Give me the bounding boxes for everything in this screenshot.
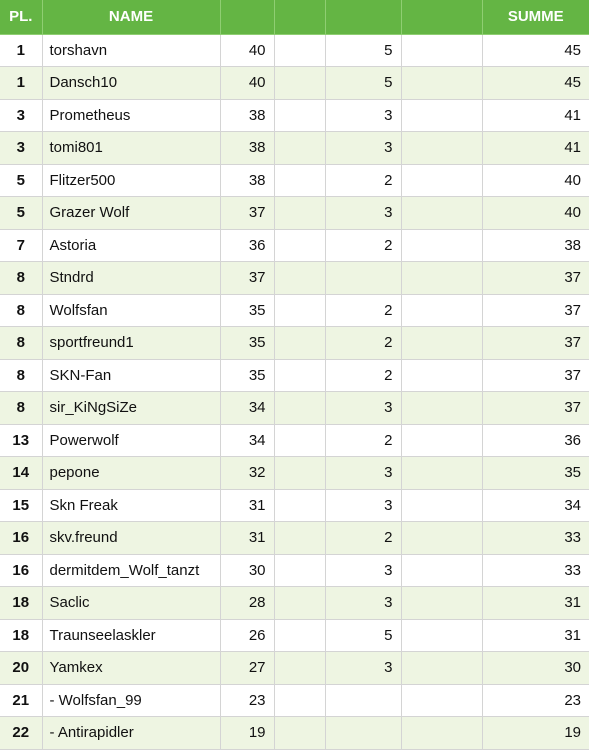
points-cell: 30 [220, 554, 274, 587]
bonus-cell: 3 [325, 99, 401, 132]
player-name-cell: Saclic [42, 587, 220, 620]
extra1-cell [274, 294, 325, 327]
rank-cell: 22 [0, 717, 42, 750]
table-row [0, 489, 589, 522]
bonus-cell [325, 684, 401, 717]
sum-cell: 36 [482, 424, 589, 457]
extra2-cell [401, 229, 482, 262]
points-cell: 23 [220, 684, 274, 717]
header-rank: PL. [0, 0, 42, 34]
table-row [0, 457, 589, 490]
bonus-cell: 2 [325, 294, 401, 327]
bonus-cell [325, 717, 401, 750]
bonus-cell: 2 [325, 229, 401, 262]
rank-cell: 16 [0, 522, 42, 555]
points-cell: 27 [220, 652, 274, 685]
points-cell: 26 [220, 619, 274, 652]
extra2-cell [401, 717, 482, 750]
extra1-cell [274, 99, 325, 132]
player-name-cell: - Antirapidler [42, 717, 220, 750]
bonus-cell: 5 [325, 619, 401, 652]
header-bonus [325, 0, 401, 34]
extra2-cell [401, 359, 482, 392]
sum-cell: 19 [482, 717, 589, 750]
extra2-cell [401, 457, 482, 490]
rank-cell: 5 [0, 164, 42, 197]
extra1-cell [274, 717, 325, 750]
player-name-cell: Wolfsfan [42, 294, 220, 327]
rank-cell: 5 [0, 197, 42, 230]
player-name-cell: torshavn [42, 34, 220, 67]
extra1-cell [274, 424, 325, 457]
table-row [0, 197, 589, 230]
bonus-cell: 5 [325, 34, 401, 67]
rank-cell: 13 [0, 424, 42, 457]
header-name: NAME [42, 0, 220, 34]
bonus-cell: 5 [325, 67, 401, 100]
table-body [0, 34, 589, 749]
player-name-cell: - Wolfsfan_99 [42, 684, 220, 717]
extra1-cell [274, 164, 325, 197]
sum-cell: 45 [482, 34, 589, 67]
extra2-cell [401, 392, 482, 425]
sum-cell: 31 [482, 587, 589, 620]
player-name-cell: Powerwolf [42, 424, 220, 457]
bonus-cell: 3 [325, 554, 401, 587]
extra1-cell [274, 34, 325, 67]
bonus-cell: 2 [325, 327, 401, 360]
player-name-cell: Traunseelaskler [42, 619, 220, 652]
extra2-cell [401, 327, 482, 360]
table-row [0, 132, 589, 165]
extra1-cell [274, 522, 325, 555]
sum-cell: 40 [482, 164, 589, 197]
table-row [0, 34, 589, 67]
extra2-cell [401, 587, 482, 620]
table-row [0, 359, 589, 392]
sum-cell: 23 [482, 684, 589, 717]
extra1-cell [274, 489, 325, 522]
sum-cell: 35 [482, 457, 589, 490]
player-name-cell: Flitzer500 [42, 164, 220, 197]
sum-cell: 31 [482, 619, 589, 652]
extra2-cell [401, 34, 482, 67]
header-extra2 [401, 0, 482, 34]
sum-cell: 41 [482, 99, 589, 132]
rank-cell: 14 [0, 457, 42, 490]
extra2-cell [401, 619, 482, 652]
extra2-cell [401, 99, 482, 132]
sum-cell: 38 [482, 229, 589, 262]
points-cell: 38 [220, 132, 274, 165]
rank-cell: 8 [0, 392, 42, 425]
bonus-cell: 2 [325, 522, 401, 555]
player-name-cell: sir_KiNgSiZe [42, 392, 220, 425]
extra1-cell [274, 327, 325, 360]
player-name-cell: pepone [42, 457, 220, 490]
extra1-cell [274, 359, 325, 392]
extra1-cell [274, 262, 325, 295]
player-name-cell: Grazer Wolf [42, 197, 220, 230]
rank-cell: 8 [0, 294, 42, 327]
extra2-cell [401, 294, 482, 327]
table-row [0, 554, 589, 587]
bonus-cell: 3 [325, 652, 401, 685]
rank-cell: 7 [0, 229, 42, 262]
table-row [0, 522, 589, 555]
bonus-cell: 3 [325, 587, 401, 620]
extra1-cell [274, 587, 325, 620]
extra1-cell [274, 652, 325, 685]
rank-cell: 8 [0, 359, 42, 392]
sum-cell: 37 [482, 294, 589, 327]
rank-cell: 3 [0, 99, 42, 132]
table-row [0, 652, 589, 685]
rank-cell: 8 [0, 327, 42, 360]
player-name-cell: skv.freund [42, 522, 220, 555]
player-name-cell: Prometheus [42, 99, 220, 132]
extra1-cell [274, 457, 325, 490]
table-row [0, 327, 589, 360]
points-cell: 38 [220, 99, 274, 132]
rank-cell: 16 [0, 554, 42, 587]
table-row [0, 262, 589, 295]
rank-cell: 8 [0, 262, 42, 295]
sum-cell: 37 [482, 327, 589, 360]
points-cell: 34 [220, 424, 274, 457]
table-row [0, 294, 589, 327]
rank-cell: 1 [0, 67, 42, 100]
bonus-cell: 3 [325, 392, 401, 425]
extra1-cell [274, 67, 325, 100]
table-row [0, 164, 589, 197]
points-cell: 38 [220, 164, 274, 197]
bonus-cell: 2 [325, 424, 401, 457]
bonus-cell: 3 [325, 197, 401, 230]
bonus-cell [325, 262, 401, 295]
points-cell: 37 [220, 262, 274, 295]
table-row [0, 717, 589, 750]
extra2-cell [401, 197, 482, 230]
sum-cell: 30 [482, 652, 589, 685]
extra2-cell [401, 262, 482, 295]
table-row [0, 587, 589, 620]
table-row [0, 99, 589, 132]
extra2-cell [401, 684, 482, 717]
extra2-cell [401, 164, 482, 197]
extra1-cell [274, 132, 325, 165]
table-row [0, 684, 589, 717]
points-cell: 34 [220, 392, 274, 425]
table-row [0, 229, 589, 262]
points-cell: 35 [220, 294, 274, 327]
player-name-cell: sportfreund1 [42, 327, 220, 360]
extra2-cell [401, 522, 482, 555]
extra1-cell [274, 392, 325, 425]
sum-cell: 34 [482, 489, 589, 522]
rank-cell: 18 [0, 619, 42, 652]
points-cell: 19 [220, 717, 274, 750]
table-row [0, 619, 589, 652]
sum-cell: 37 [482, 359, 589, 392]
extra2-cell [401, 67, 482, 100]
sum-cell: 33 [482, 554, 589, 587]
table-row [0, 392, 589, 425]
extra1-cell [274, 619, 325, 652]
table-row [0, 67, 589, 100]
sum-cell: 41 [482, 132, 589, 165]
sum-cell: 37 [482, 262, 589, 295]
player-name-cell: Stndrd [42, 262, 220, 295]
table-header-row [0, 0, 589, 34]
extra2-cell [401, 132, 482, 165]
extra2-cell [401, 424, 482, 457]
points-cell: 40 [220, 34, 274, 67]
points-cell: 32 [220, 457, 274, 490]
table-row [0, 424, 589, 457]
rank-cell: 3 [0, 132, 42, 165]
header-extra1 [274, 0, 325, 34]
player-name-cell: SKN-Fan [42, 359, 220, 392]
player-name-cell: Dansch10 [42, 67, 220, 100]
bonus-cell: 2 [325, 359, 401, 392]
extra2-cell [401, 554, 482, 587]
bonus-cell: 3 [325, 489, 401, 522]
sum-cell: 40 [482, 197, 589, 230]
player-name-cell: Astoria [42, 229, 220, 262]
points-cell: 31 [220, 489, 274, 522]
extra2-cell [401, 489, 482, 522]
extra1-cell [274, 684, 325, 717]
points-cell: 36 [220, 229, 274, 262]
rank-cell: 21 [0, 684, 42, 717]
extra1-cell [274, 229, 325, 262]
sum-cell: 37 [482, 392, 589, 425]
header-sum: SUMME [482, 0, 589, 34]
bonus-cell: 2 [325, 164, 401, 197]
points-cell: 40 [220, 67, 274, 100]
player-name-cell: dermitdem_Wolf_tanzt [42, 554, 220, 587]
extra1-cell [274, 197, 325, 230]
player-name-cell: Yamkex [42, 652, 220, 685]
points-cell: 31 [220, 522, 274, 555]
points-cell: 35 [220, 359, 274, 392]
header-points [220, 0, 274, 34]
points-cell: 37 [220, 197, 274, 230]
rank-cell: 18 [0, 587, 42, 620]
extra1-cell [274, 554, 325, 587]
bonus-cell: 3 [325, 132, 401, 165]
sum-cell: 45 [482, 67, 589, 100]
rank-cell: 20 [0, 652, 42, 685]
points-cell: 35 [220, 327, 274, 360]
player-name-cell: Skn Freak [42, 489, 220, 522]
sum-cell: 33 [482, 522, 589, 555]
bonus-cell: 3 [325, 457, 401, 490]
rank-cell: 15 [0, 489, 42, 522]
player-name-cell: tomi801 [42, 132, 220, 165]
rank-cell: 1 [0, 34, 42, 67]
points-cell: 28 [220, 587, 274, 620]
extra2-cell [401, 652, 482, 685]
